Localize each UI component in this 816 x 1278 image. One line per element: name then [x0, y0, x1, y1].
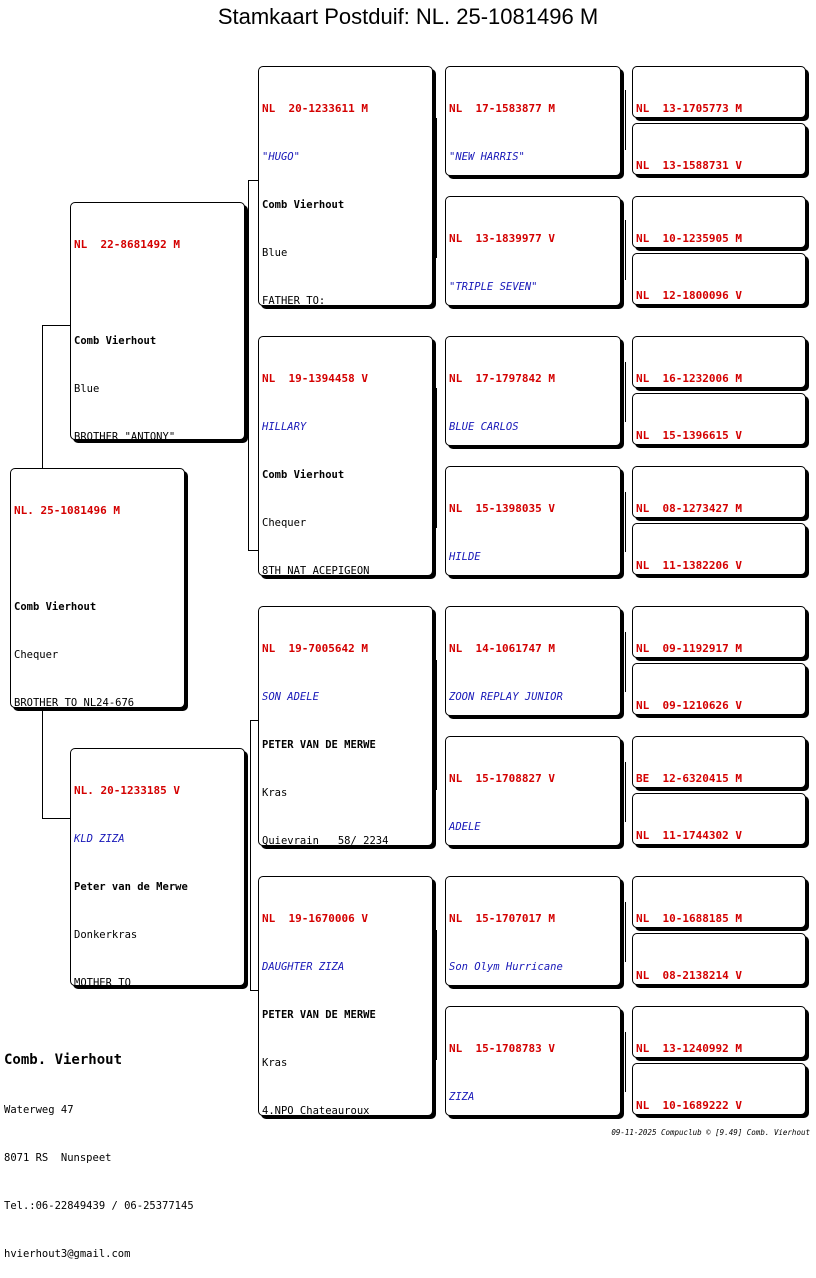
ring-number: NL 19-7005642 M	[262, 642, 368, 655]
connector	[248, 180, 249, 550]
info-line: MOTHER TO	[74, 977, 131, 986]
ancestor-card	[632, 876, 806, 928]
pigeon-name: ZIZA	[449, 1091, 475, 1103]
grandparent-card	[258, 336, 433, 576]
ring-number: NL 08-1273427 M	[636, 502, 742, 515]
ancestor-card	[632, 66, 806, 118]
ring-number: NL 09-1192917 M	[636, 642, 742, 655]
ring-number: NL 12-1800096 V	[636, 289, 742, 302]
ancestor-card	[632, 933, 806, 985]
connector	[625, 362, 626, 422]
pigeon-name	[14, 551, 181, 567]
pigeon-name: SON ADELE	[262, 691, 319, 703]
connector	[625, 90, 626, 150]
pigeon-name	[74, 285, 241, 301]
great-grandparent-card	[445, 876, 621, 986]
owner: Comb Vierhout	[262, 469, 345, 481]
page-title: Stamkaart Postduif: NL. 25-1081496 M	[217, 4, 599, 29]
ring-number: NL 17-1797842 M	[449, 372, 555, 385]
father-card	[70, 202, 245, 440]
subject-card	[10, 468, 185, 708]
ring-number: NL 10-1235905 M	[636, 232, 742, 245]
ring-number: NL 15-1707017 M	[449, 912, 555, 925]
connector	[625, 762, 626, 822]
info-line: Quievrain 58/ 2234	[262, 835, 389, 846]
ancestor-card	[632, 196, 806, 248]
info-line: FATHER TO:	[262, 295, 326, 306]
pigeon-name: KLD ZIZA	[74, 833, 125, 845]
info-line: Chequer	[262, 517, 307, 529]
ring-number: NL 15-1398035 V	[449, 502, 555, 515]
pigeon-name: ADELE	[449, 821, 481, 833]
ring-number: NL 11-1382206 V	[636, 559, 742, 572]
owner-info	[4, 1018, 194, 1278]
great-grandparent-card	[445, 336, 621, 446]
pigeon-name: "TRIPLE SEVEN"	[449, 281, 538, 293]
ring-number: NL 09-1210626 V	[636, 699, 742, 712]
pigeon-name: BLUE CARLOS	[449, 421, 519, 433]
connector	[436, 388, 437, 528]
ancestor-card	[632, 793, 806, 845]
ring-number: NL 17-1583877 M	[449, 102, 555, 115]
great-grandparent-card	[445, 466, 621, 576]
connector	[436, 118, 437, 258]
ring-number: NL. 25-1081496 M	[14, 504, 120, 517]
ancestor-card	[632, 606, 806, 658]
owner: PETER VAN DE MERWE	[262, 1009, 376, 1021]
connector	[42, 818, 70, 819]
ring-number: NL 20-1233611 M	[262, 102, 368, 115]
ring-number: NL 10-1689222 V	[636, 1099, 742, 1112]
connector	[625, 632, 626, 692]
great-grandparent-card	[445, 196, 621, 306]
ancestor-card	[632, 466, 806, 518]
connector	[625, 1032, 626, 1092]
ancestor-card	[632, 393, 806, 445]
connector	[250, 720, 251, 990]
ring-number: NL 14-1061747 M	[449, 642, 555, 655]
connector	[625, 220, 626, 280]
owner-street: Waterweg 47	[4, 1104, 74, 1116]
ring-number: BE 12-6320415 M	[636, 772, 742, 785]
pigeon-name: DAUGHTER ZIZA	[262, 961, 345, 973]
ring-number: NL 10-1688185 M	[636, 912, 742, 925]
grandparent-card	[258, 606, 433, 846]
owner: Comb Vierhout	[262, 199, 345, 211]
info-line: BROTHER TO NL24-676	[14, 697, 135, 708]
connector	[436, 660, 437, 790]
ancestor-card	[632, 1006, 806, 1058]
ancestor-card	[632, 736, 806, 788]
connector	[625, 492, 626, 552]
mother-card	[70, 748, 245, 986]
ring-number: NL 13-1588731 V	[636, 159, 742, 172]
ring-number: NL 15-1708827 V	[449, 772, 555, 785]
ancestor-card	[632, 523, 806, 575]
owner: Peter van de Merwe	[74, 881, 188, 893]
pigeon-name: "HUGO"	[262, 151, 300, 163]
connector	[436, 930, 437, 1060]
connector	[250, 990, 258, 991]
owner-email: hvierhout3@gmail.com	[4, 1248, 131, 1260]
ring-number: NL 15-1396615 V	[636, 429, 742, 442]
owner: Comb Vierhout	[14, 601, 97, 613]
ring-number: NL 08-2138214 V	[636, 969, 742, 982]
great-grandparent-card	[445, 736, 621, 846]
ring-number: NL 19-1394458 V	[262, 372, 368, 385]
grandparent-card	[258, 876, 433, 1116]
connector	[248, 180, 258, 181]
ring-number: NL 11-1744302 V	[636, 829, 742, 842]
great-grandparent-card	[445, 66, 621, 176]
ancestor-card	[632, 336, 806, 388]
pigeon-name: ZOON REPLAY JUNIOR	[449, 691, 563, 703]
ring-number: NL 19-1670006 V	[262, 912, 368, 925]
connector	[42, 325, 43, 470]
ancestor-card	[632, 123, 806, 175]
connector	[42, 325, 70, 326]
ring-number: NL 16-1232006 M	[636, 372, 742, 385]
info-line: Kras	[262, 787, 288, 799]
info-line: BROTHER "ANTONY"	[74, 431, 176, 440]
owner-city: 8071 RS Nunspeet	[4, 1152, 112, 1164]
connector	[250, 720, 258, 721]
info-line: Kras	[262, 1057, 288, 1069]
footer: 09-11-2025 Compuclub © [9.49] Comb. Vierhout	[611, 1128, 810, 1137]
ring-number: NL 15-1708783 V	[449, 1042, 555, 1055]
owner: Comb Vierhout	[74, 335, 157, 347]
info-line: 8TH NAT ACEPIGEON	[262, 565, 370, 576]
ring-number: NL 13-1240992 M	[636, 1042, 742, 1055]
info-line: Blue	[262, 247, 288, 259]
connector	[42, 708, 43, 818]
ring-number: NL. 20-1233185 V	[74, 784, 180, 797]
ancestor-card	[632, 1063, 806, 1115]
owner-phone: Tel.:06-22849439 / 06-25377145	[4, 1200, 194, 1212]
great-grandparent-card	[445, 1006, 621, 1116]
info-line: Blue	[74, 383, 100, 395]
owner: PETER VAN DE MERWE	[262, 739, 376, 751]
ring-number: NL 13-1839977 V	[449, 232, 555, 245]
pigeon-name: HILLARY	[262, 421, 307, 433]
info-line: 4.NPO Chateauroux	[262, 1105, 370, 1116]
ancestor-card	[632, 253, 806, 305]
pigeon-name: Son Olym Hurricane	[449, 961, 563, 973]
info-line: Donkerkras	[74, 929, 138, 941]
ring-number: NL 22-8681492 M	[74, 238, 180, 251]
grandparent-card	[258, 66, 433, 306]
pigeon-name: HILDE	[449, 551, 481, 563]
ring-number: NL 13-1705773 M	[636, 102, 742, 115]
ancestor-card	[632, 663, 806, 715]
pigeon-name: "NEW HARRIS"	[449, 151, 525, 163]
great-grandparent-card	[445, 606, 621, 716]
connector	[625, 902, 626, 962]
connector	[248, 550, 258, 551]
info-line: Chequer	[14, 649, 59, 661]
owner-name: Comb. Vierhout	[4, 1052, 123, 1068]
